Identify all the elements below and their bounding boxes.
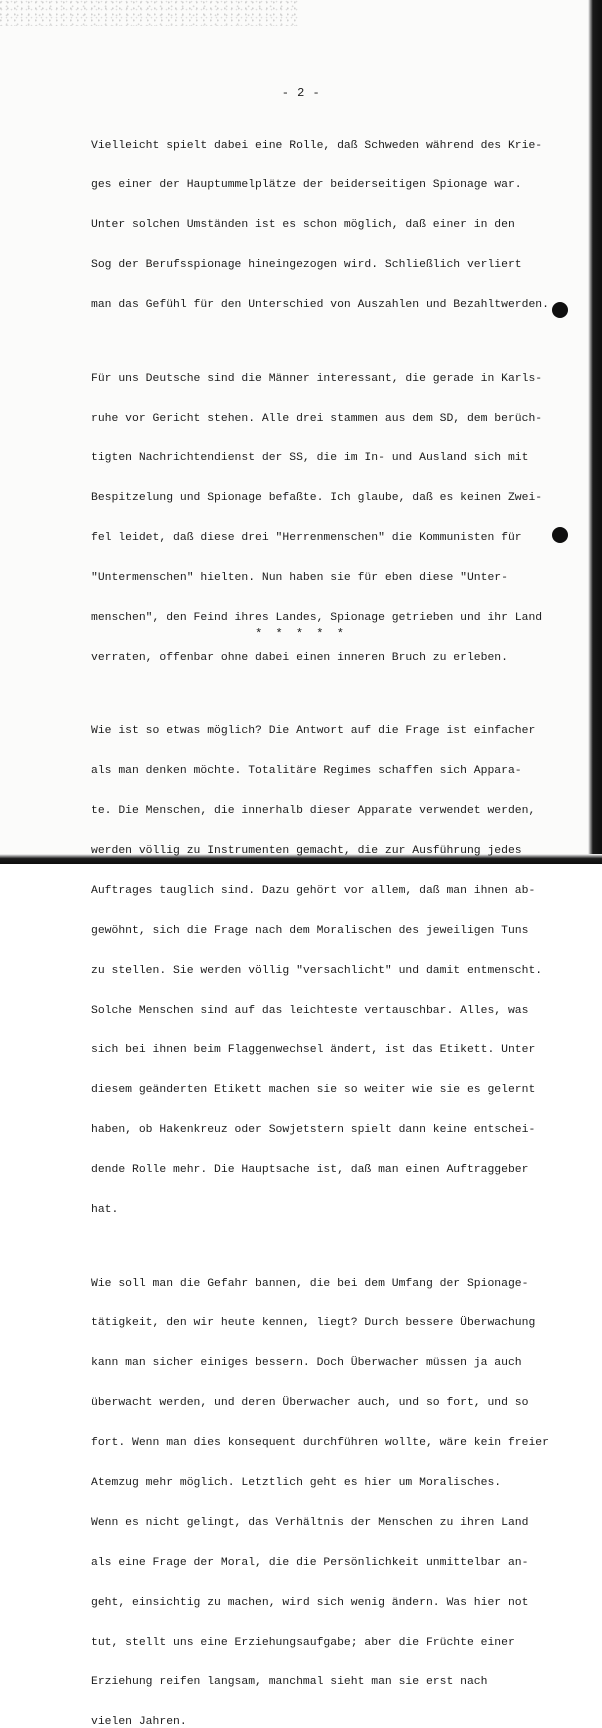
text-line: verraten, offenbar ohne dabei einen inneren Bruch zu erleben. [91,651,508,664]
text-line: Unter solchen Umständen ist es schon möglich, daß einer in den [91,219,515,232]
text-line: ruhe vor Gericht stehen. Alle drei stammen aus dem SD, dem berüch- [91,412,543,425]
text-line: hat. [91,1204,119,1217]
text-line: Solche Menschen sind auf das leichteste vertauschbar. Alles, was [91,1004,529,1017]
text-line: geht, einsichtig zu machen, wird sich wenig ändern. Was hier not [91,1596,529,1609]
text-line: Auftrages tauglich sind. Dazu gehört vor allem, daß man ihnen ab- [91,884,536,897]
paragraph [91,699,581,1244]
text-line: tätigkeit, den wir heute kennen, liegt? Durch bessere Überwachung [91,1317,536,1330]
text-line: kann man sicher einiges bessern. Doch Überwacher müssen ja auch [91,1357,522,1370]
text-line: Atemzug mehr möglich. Letztlich geht es hier um Moralisches. [91,1476,502,1489]
paragraph [91,113,581,339]
text-line: als man denken möchte. Totalitäre Regimes schaffen sich Appara- [91,765,522,778]
text-line: fel leidet, daß diese drei "Herrenmenschen" die Kommunisten für [91,532,522,545]
text-line: menschen", den Feind ihres Landes, Spionage getrieben und ihr Land [91,611,543,624]
text-line: werden völlig zu Instrumenten gemacht, die zur Ausführung jedes [91,845,522,858]
text-line: als eine Frage der Moral, die die Persönlichkeit unmittelbar an- [91,1556,529,1569]
text-line: haben, ob Hakenkreuz oder Sowjetstern spielt dann keine entschei- [91,1124,536,1137]
text-line: ges einer der Hauptummelplätze der beiderseitigen Spionage war. [91,179,522,192]
text-line: Für uns Deutsche sind die Männer interessant, die gerade in Karls- [91,372,543,385]
text-line: Sog der Berufsspionage hineingezogen wird. Schließlich verliert [91,259,522,272]
scan-noise [0,0,300,26]
document-body [91,113,581,1728]
text-line: gewöhnt, sich die Frage nach dem Moralischen des jeweiligen Tuns [91,924,529,937]
text-line: Wenn es nicht gelingt, das Verhältnis der Menschen zu ihren Land [91,1516,529,1529]
text-line: Bespitzelung und Spionage befaßte. Ich glaube, daß es keinen Zwei- [91,492,543,505]
text-line: zu stellen. Sie werden völlig "versachlicht" und damit entmenscht. [91,964,543,977]
text-line: sich bei ihnen beim Flaggenwechsel ändert, ist das Etikett. Unter [91,1044,536,1057]
text-line: "Untermenschen" hielten. Nun haben sie für eben diese "Unter- [91,572,508,585]
scan-border-right [588,0,602,864]
text-line: man das Gefühl für den Unterschied von Auszahlen und Bezahltwerden. [91,299,549,312]
text-line: vielen Jahren. [91,1716,187,1728]
text-line: Vielleicht spielt dabei eine Rolle, daß Schweden während des Krie- [91,139,543,152]
text-line: tigten Nachrichtendienst der SS, die im In- und Ausland sich mit [91,452,529,465]
text-line: dende Rolle mehr. Die Hauptsache ist, daß man einen Auftraggeber [91,1164,529,1177]
text-line: Wie soll man die Gefahr bannen, die bei dem Umfang der Spionage- [91,1277,529,1290]
closing-mark: * * * * * [255,627,347,641]
page-number: - 2 - [281,86,321,100]
paragraph [91,1251,581,1728]
text-line: diesem geänderten Etikett machen sie so weiter wie sie es gelernt [91,1084,536,1097]
text-line: fort. Wenn man dies konsequent durchführen wollte, wäre kein freier [91,1437,549,1450]
text-line: Erziehung reifen langsam, manchmal sieht man sie erst nach [91,1676,488,1689]
text-line: überwacht werden, und deren Überwacher auch, und so fort, und so [91,1397,529,1410]
text-line: tut, stellt uns eine Erziehungsaufgabe; aber die Früchte einer [91,1636,515,1649]
text-line: Wie ist so etwas möglich? Die Antwort auf die Frage ist einfacher [91,725,536,738]
text-line: te. Die Menschen, die innerhalb dieser Apparate verwendet werden, [91,805,536,818]
